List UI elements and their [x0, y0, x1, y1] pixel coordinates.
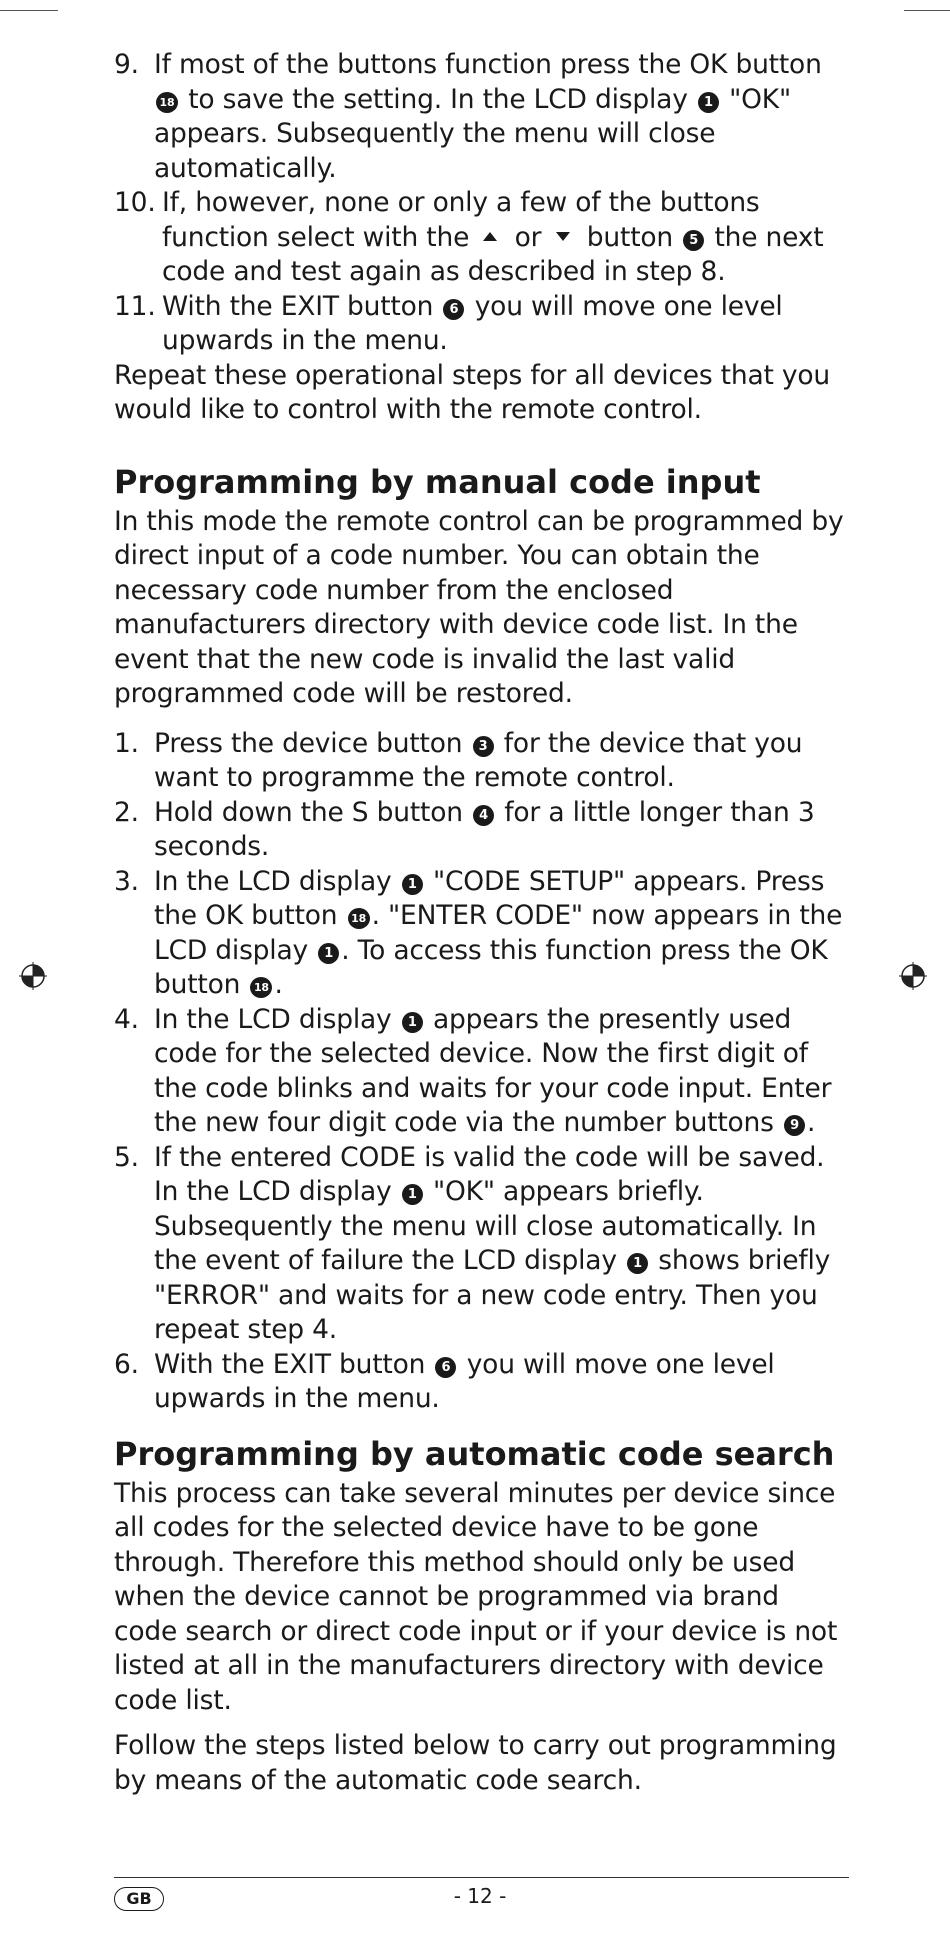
step-number: 6. — [114, 1348, 139, 1380]
circled-number-icon: 4 — [473, 805, 494, 826]
list-item: 5. If the entered CODE is valid the code will be saved. In the LCD display 1 "OK" appears briefly. Subsequently the menu will close automatically. In the event of failure the LCD display 1 shows briefly "ERROR" and waits for a new code entry. Then you repeat step 4. — [114, 1141, 831, 1345]
step-number: 5. — [114, 1141, 139, 1173]
list-item: 2. Hold down the S button 4 for a little longer than 3 seconds. — [114, 796, 815, 862]
page-content — [114, 48, 849, 1798]
manual-steps-list — [114, 727, 849, 1417]
auto-intro-paragraph: This process can take several minutes per device since all codes for the selected device have to be gone through. Therefore this method should only be used when the device cannot be programmed via brand code search or direct code input or if your device is not listed at all in the manufacturers directory with device code list. — [114, 1477, 838, 1716]
list-item: 4. In the LCD display 1 appears the presently used code for the selected device. Now the first digit of the code blinks and waits for your code input. Enter the new four digit code via the number buttons 9 . — [114, 1003, 832, 1138]
step-number: 2. — [114, 796, 139, 828]
manual-intro-paragraph: In this mode the remote control can be programmed by direct input of a code number. You can obtain the necessary code number from the enclosed manufacturers directory with device code list. In the event that the new code is invalid the last valid programmed code will be restored. — [114, 505, 844, 709]
list-item: 9. If most of the buttons function press the OK button 18 to save the setting. In the LCD display 1 "OK" appears. Subsequently the menu will close automatically. — [114, 49, 822, 184]
circled-number-icon: 6 — [435, 1357, 456, 1378]
page-number: - 12 - — [453, 1884, 507, 1908]
step-number: 3. — [114, 865, 139, 897]
step-number: 9. — [114, 49, 139, 80]
circled-number-icon: 1 — [627, 1253, 648, 1274]
section-heading-manual: Programming by manual code input — [114, 462, 761, 501]
footer-rule — [114, 1877, 849, 1878]
circled-number-icon: 18 — [156, 92, 178, 113]
circled-number-icon: 1 — [318, 943, 339, 964]
circled-number-icon: 6 — [443, 299, 464, 320]
list-item: 3. In the LCD display 1 "CODE SETUP" appears. Press the OK button 18 . "ENTER CODE" now appears in the LCD display 1 . To access this function press the OK button 18 . — [114, 865, 843, 1000]
step-number: 11. — [114, 290, 156, 322]
trim-mark-right — [904, 10, 950, 11]
list-item: 6. With the EXIT button 6 you will move one level upwards in the menu. — [114, 1348, 775, 1414]
repeat-paragraph: Repeat these operational steps for all devices that you would like to control with the remote control. — [114, 359, 830, 425]
circled-number-icon: 1 — [402, 1012, 423, 1033]
circled-number-icon: 1 — [402, 1184, 423, 1205]
trim-mark-left — [0, 10, 58, 11]
circled-number-icon: 9 — [784, 1115, 805, 1136]
step-number: 1. — [114, 727, 139, 759]
circled-number-icon: 3 — [473, 736, 494, 757]
step-number: 10. — [114, 187, 156, 218]
step-number: 4. — [114, 1003, 139, 1035]
section-heading-auto: Programming by automatic code search — [114, 1434, 835, 1473]
list-item: 1. Press the device button 3 for the device that you want to programme the remote control. — [114, 727, 803, 793]
circled-number-icon: 18 — [348, 908, 370, 929]
arrow-down-icon — [556, 232, 570, 241]
circled-number-icon: 5 — [683, 230, 704, 251]
language-badge: GB — [114, 1887, 164, 1911]
list-item: 10. If, however, none or only a few of the buttons function select with the or button 5 the next code and test again as described in step 8. — [114, 187, 824, 287]
list-item: 11. With the EXIT button 6 you will move one level upwards in the menu. — [114, 290, 783, 356]
circled-number-icon: 1 — [698, 92, 719, 113]
registration-mark-left-icon — [18, 961, 48, 991]
arrow-up-icon — [483, 232, 497, 241]
continued-steps-list — [114, 48, 849, 359]
circled-number-icon: 1 — [402, 874, 423, 895]
registration-mark-right-icon — [898, 961, 928, 991]
circled-number-icon: 18 — [250, 977, 272, 998]
auto-follow-paragraph: Follow the steps listed below to carry out programming by means of the automatic code search. — [114, 1730, 837, 1796]
